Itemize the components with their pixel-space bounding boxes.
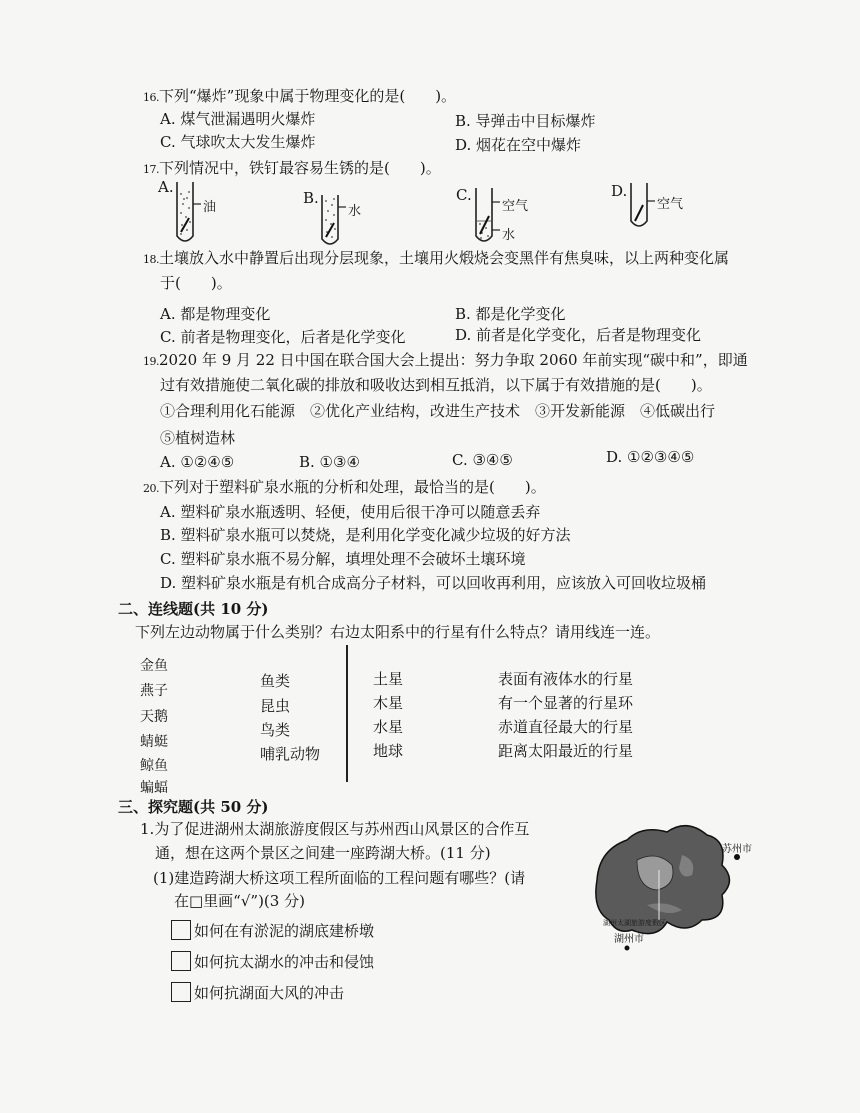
option-label: 如何抗太湖水的冲击和侵蚀: [194, 953, 375, 971]
q17-option-b-letter: B.: [303, 189, 319, 207]
option-label: 如何抗湖面大风的冲击: [194, 984, 345, 1002]
q20-option-b: B. 塑料矿泉水瓶可以焚烧，是利用化学变化减少垃圾的好方法: [160, 526, 571, 544]
option-row[interactable]: [171, 951, 374, 972]
q16-number: 16.: [143, 91, 159, 104]
map-label-huzhou: 湖州市: [614, 934, 644, 945]
planet-item: 土星: [373, 670, 404, 688]
animal-item: 蝙蝠: [140, 780, 168, 796]
divider-line: [346, 645, 348, 782]
q20-option-c: C. 塑料矿泉水瓶不易分解，填埋处理不会破坏土壤环境: [160, 550, 526, 568]
planet-item: 地球: [373, 742, 404, 760]
option-row[interactable]: [171, 920, 374, 941]
q17-option-d-letter: D.: [611, 182, 628, 200]
q19-stem-line2: 过有效措施使二氧化碳的排放和吸收达到相互抵消，以下属于有效措施的是( )。: [160, 376, 712, 394]
checkbox[interactable]: [171, 951, 191, 971]
q20-option-a: A. 塑料矿泉水瓶透明、轻便，使用后很干净可以随意丢弃: [160, 503, 541, 521]
section3-title: 三、探究题(共 50 分): [118, 798, 269, 816]
planet-feature: 距离太阳最近的行星: [498, 742, 634, 760]
animal-item: 燕子: [140, 683, 168, 699]
q19-text: 2020 年 9 月 22 日中国在联合国大会上提出：努力争取 2060 年前实现“碳中和”，即通: [159, 351, 748, 369]
q19-option-d: D. ①②③④⑤: [606, 448, 695, 466]
test-tube-oil-icon: [173, 180, 233, 250]
checkbox[interactable]: [171, 982, 191, 1002]
planet-feature: 有一个显著的行星环: [498, 694, 634, 712]
section2-title: 二、连线题(共 10 分): [118, 600, 269, 618]
map-label-suzhou: 苏州市: [722, 844, 752, 855]
planet-item: 木星: [373, 694, 404, 712]
q20-option-d: D. 塑料矿泉水瓶是有机合成高分子材料，可以回收再利用，应该放入可回收垃圾桶: [160, 574, 707, 592]
q17-a-label: 油: [203, 200, 217, 215]
q16-option-b: B. 导弹击中目标爆炸: [455, 112, 596, 130]
animal-item: 蜻蜓: [140, 734, 168, 750]
checkbox[interactable]: [171, 920, 191, 940]
q17-option-c-letter: C.: [456, 186, 472, 204]
section2-instruction: 下列左边动物属于什么类别？右边太阳系中的行星有什么特点？请用线连一连。: [135, 623, 661, 641]
q19-option-a: A. ①②④⑤: [160, 453, 235, 471]
q16-text: 下列“爆炸”现象中属于物理变化的是( )。: [159, 87, 457, 105]
s3-sub1-line1: (1)建造跨湖大桥这项工程所面临的工程问题有哪些？(请: [153, 869, 526, 887]
q16-stem: [143, 85, 456, 106]
q19-items-line2: ⑤植树造林: [160, 429, 236, 447]
option-label: 如何在有淤泥的湖底建桥墩: [194, 922, 375, 940]
s3-sub1-line2: 在□里画“√”)(3 分): [174, 892, 305, 910]
q19-option-b: B. ①③④: [299, 453, 360, 471]
q18-stem-line2: 于( )。: [160, 274, 232, 292]
category-item: 鸟类: [260, 721, 291, 739]
q19-number: 19.: [143, 355, 159, 368]
planet-feature: 表面有液体水的行星: [498, 670, 634, 688]
q20-stem: [143, 476, 546, 497]
s3-q1-line1: [140, 818, 529, 839]
q17-stem: [143, 157, 441, 178]
q20-number: 20.: [143, 482, 159, 495]
animal-item: 天鹅: [140, 709, 168, 725]
q16-option-a: A. 煤气泄漏遇明火爆炸: [160, 110, 316, 128]
category-item: 哺乳动物: [260, 745, 321, 763]
q17-c-label-air: 空气: [502, 199, 529, 214]
q18-option-b: B. 都是化学变化: [455, 305, 566, 323]
s3-q1-number: 1.: [140, 820, 155, 838]
category-item: 昆虫: [260, 697, 291, 715]
q16-option-d: D. 烟花在空中爆炸: [455, 136, 582, 154]
q19-option-c: C. ③④⑤: [452, 451, 513, 469]
q18-option-a: A. 都是物理变化: [160, 305, 271, 323]
q18-option-c: C. 前者是物理变化，后者是化学变化: [160, 328, 406, 346]
q18-stem-line1: [143, 247, 729, 268]
q19-items-line1: ①合理利用化石能源 ②优化产业结构，改进生产技术 ③开发新能源 ④低碳出行: [160, 402, 716, 420]
planet-item: 水星: [373, 718, 404, 736]
s3-q1-text: 为了促进湖州太湖旅游度假区与苏州西山风景区的合作互: [154, 820, 530, 838]
q16-option-c: C. 气球吹太大发生爆炸: [160, 133, 316, 151]
q19-stem-line1: [143, 349, 748, 370]
q18-text: 土壤放入水中静置后出现分层现象，土壤用火煅烧会变黑伴有焦臭味，以上两种变化属: [159, 249, 730, 267]
q17-c-label-water: 水: [502, 228, 516, 243]
q17-d-label: 空气: [657, 197, 684, 212]
q17-text: 下列情况中，铁钉最容易生锈的是( )。: [159, 159, 441, 177]
q18-number: 18.: [143, 253, 159, 266]
category-item: 鱼类: [260, 672, 291, 690]
q17-b-label: 水: [348, 204, 362, 219]
animal-item: 鲸鱼: [140, 758, 168, 774]
animal-item: 金鱼: [140, 658, 168, 674]
q17-number: 17.: [143, 163, 159, 176]
q18-option-d: D. 前者是化学变化，后者是物理变化: [455, 326, 702, 344]
taihu-lake-map: [587, 810, 757, 960]
q17-option-a-letter: A.: [158, 178, 174, 196]
map-label-resort: 湖州太湖旅游度假区: [603, 919, 666, 927]
planet-feature: 赤道直径最大的行星: [498, 718, 634, 736]
q20-text: 下列对于塑料矿泉水瓶的分析和处理，最恰当的是( )。: [159, 478, 546, 496]
option-row[interactable]: [171, 982, 344, 1003]
s3-q1-line2: 通，想在这两个景区之间建一座跨湖大桥。(11 分): [155, 844, 491, 862]
